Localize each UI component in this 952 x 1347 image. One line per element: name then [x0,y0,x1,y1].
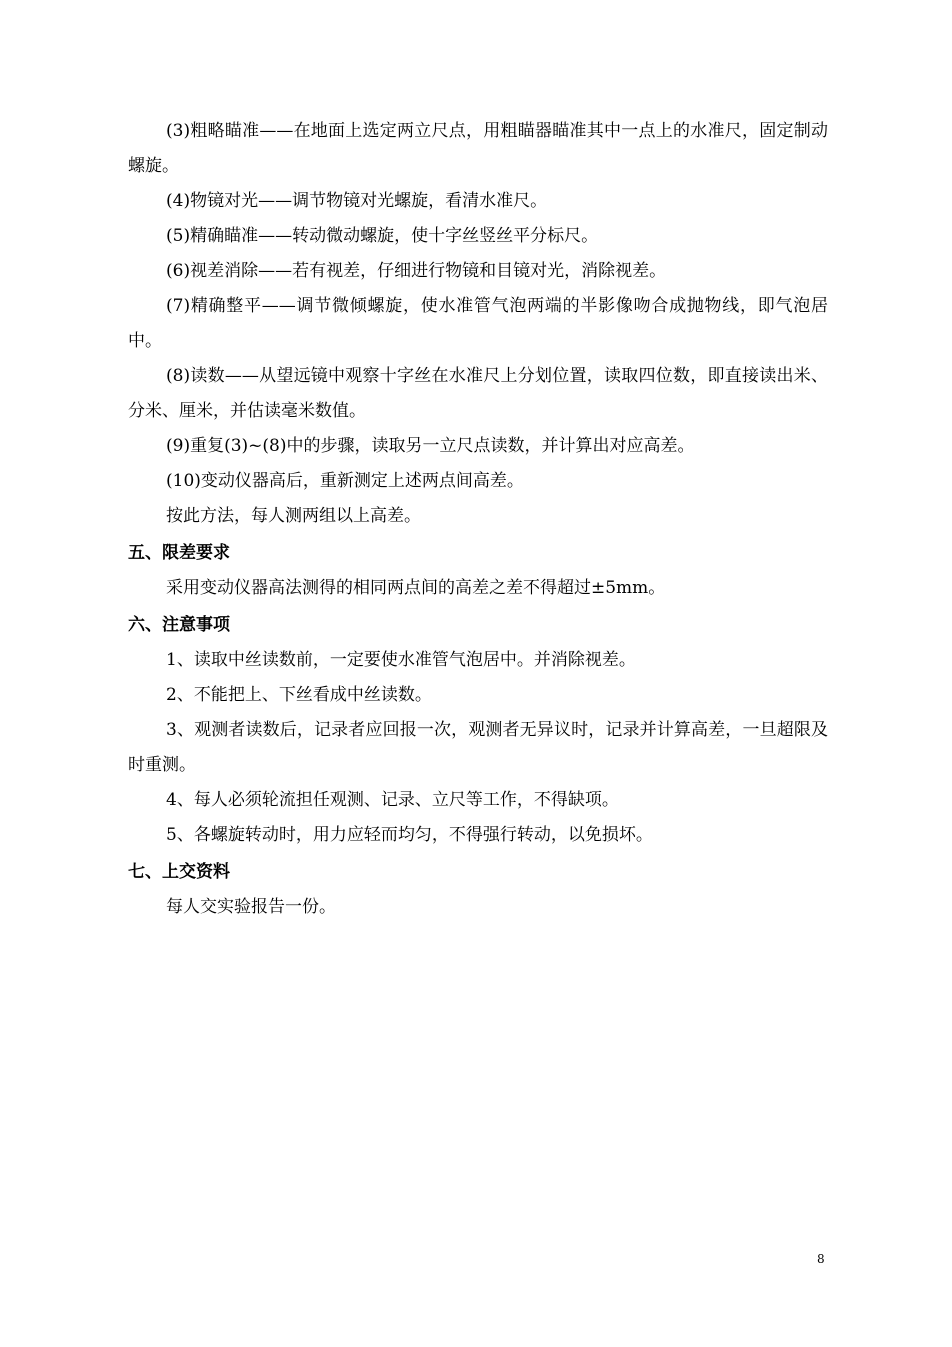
precaution-item-5: 5、各螺旋转动时，用力应轻而均匀，不得强行转动，以免损坏。 [166,825,653,845]
section-6-heading: 六、注意事项 [128,615,230,635]
step-8-reading: (8)读数——从望远镜中观察十字丝在水准尺上分划位置，读取四位数，即直接读出米、分米、厘米，并估读毫米数值。 [128,366,828,421]
section-5-body: 采用变动仪器高法测得的相同两点间的高差之差不得超过±5mm。 [166,578,666,598]
precaution-item-2: 2、不能把上、下丝看成中丝读数。 [166,685,432,705]
page-number: 8 [817,1252,825,1266]
method-note: 按此方法，每人测两组以上高差。 [166,506,421,526]
precaution-item-4: 4、每人必须轮流担任观测、记录、立尺等工作，不得缺项。 [166,790,619,810]
step-4-objective-focus: (4)物镜对光——调节物镜对光螺旋，看清水准尺。 [166,191,548,211]
step-10-change-height: (10)变动仪器高后，重新测定上述两点间高差。 [166,471,524,491]
precaution-item-3: 3、观测者读数后，记录者应回报一次，观测者无异议时，记录并计算高差，一旦超限及时重测。 [128,720,828,775]
section-5-heading: 五、限差要求 [128,543,230,563]
section-7-heading: 七、上交资料 [128,862,230,882]
precaution-item-1: 1、读取中丝读数前，一定要使水准管气泡居中。并消除视差。 [166,650,636,670]
page-content [128,114,828,925]
step-7-precise-leveling: (7)精确整平——调节微倾螺旋，使水准管气泡两端的半影像吻合成抛物线，即气泡居中。 [128,296,828,351]
step-5-precise-aim: (5)精确瞄准——转动微动螺旋，使十字丝竖丝平分标尺。 [166,226,599,246]
section-7-body: 每人交实验报告一份。 [166,897,336,917]
step-9-repeat: (9)重复(3)~(8)中的步骤，读取另一立尺点读数，并计算出对应高差。 [166,436,695,456]
step-3-coarse-aim: (3)粗略瞄准——在地面上选定两立尺点，用粗瞄器瞄准其中一点上的水准尺，固定制动螺旋。 [128,121,828,176]
step-6-parallax-removal: (6)视差消除——若有视差，仔细进行物镜和目镜对光，消除视差。 [166,261,667,281]
